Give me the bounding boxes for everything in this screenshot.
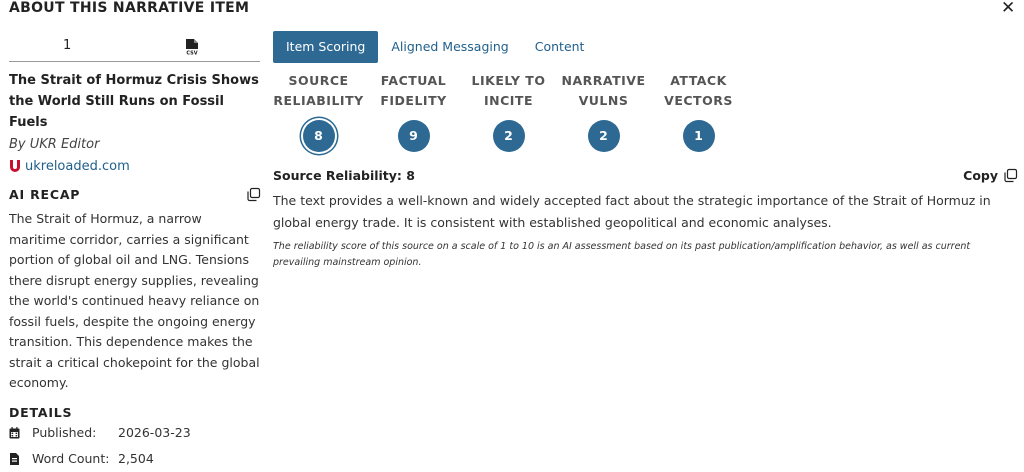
item-title: The Strait of Hormuz Crisis Shows the World Still Runs on Fossil Fuels bbox=[9, 73, 259, 130]
tab-content[interactable]: Content bbox=[534, 39, 585, 54]
close-icon[interactable]: ✕ bbox=[1001, 0, 1016, 18]
score-detail-header bbox=[273, 166, 1017, 184]
calendar-icon bbox=[9, 427, 20, 439]
metric-likely-to-incite[interactable] bbox=[461, 71, 556, 152]
metric-label: ATTACK VECTORS bbox=[664, 73, 733, 108]
metric-label: FACTUAL FIDELITY bbox=[380, 73, 447, 108]
source-logo bbox=[9, 159, 21, 173]
copy-icon[interactable] bbox=[247, 188, 260, 201]
source-link[interactable]: ukreloaded.com bbox=[25, 158, 130, 174]
metric-score-badge[interactable]: 9 bbox=[398, 120, 430, 152]
source-row[interactable] bbox=[9, 155, 260, 177]
metric-source-reliability[interactable] bbox=[271, 71, 366, 152]
document-icon bbox=[9, 453, 20, 465]
published-label: Published: bbox=[32, 425, 97, 440]
metric-score-badge[interactable]: 8 bbox=[303, 120, 335, 152]
metric-score-badge[interactable]: 1 bbox=[683, 120, 715, 152]
count-row bbox=[9, 30, 260, 62]
recap-text: The Strait of Hormuz, a narrow maritime corridor, carries a significant portion of global oil and LNG. Tensions there disrupt energy supplies, revealing the world's continued heavy reliance on fossil fuels, despite the ongoing energy transition. This dependence makes the strait a critical chokepoint for the global economy. bbox=[9, 211, 260, 390]
metric-score-badge[interactable]: 2 bbox=[588, 120, 620, 152]
metric-label: SOURCE RELIABILITY bbox=[273, 73, 364, 108]
metric-factual-fidelity[interactable] bbox=[366, 71, 461, 152]
copy-button[interactable] bbox=[963, 168, 1017, 183]
metric-score-badge[interactable]: 2 bbox=[493, 120, 525, 152]
metric-attack-vectors[interactable] bbox=[651, 71, 746, 152]
byline: By UKR Editor bbox=[9, 137, 100, 152]
wordcount-row bbox=[9, 446, 260, 472]
metric-label: NARRATIVE VULNS bbox=[561, 73, 646, 108]
published-value: 2026-03-23 bbox=[118, 425, 191, 440]
item-summary bbox=[9, 30, 260, 472]
metric-narrative-vulns[interactable] bbox=[556, 71, 651, 152]
score-detail-title: Source Reliability: 8 bbox=[273, 167, 415, 183]
score-disclaimer: The reliability score of this source on a scale of 1 to 10 is an AI assessment based on its past publication/amplification behavior, as well as current prevailing mainstream opinion. bbox=[273, 241, 971, 268]
details-label: DETAILS bbox=[9, 404, 73, 420]
score-detail-text: The text provides a well-known and widely accepted fact about the strategic importance of the Strait of Hormuz in global energy trade. It is consistent with established geopolitical and economic analyses. bbox=[273, 193, 991, 230]
panel-title: ABOUT THIS NARRATIVE ITEM bbox=[9, 0, 250, 16]
recap-header bbox=[9, 185, 260, 203]
tab-item-scoring[interactable]: Item Scoring bbox=[273, 31, 378, 63]
tab-bar bbox=[273, 31, 597, 63]
recap-label: AI RECAP bbox=[9, 186, 81, 202]
wordcount-value: 2,504 bbox=[118, 451, 154, 466]
copy-button-label: Copy bbox=[963, 167, 998, 183]
csv-export-icon[interactable] bbox=[185, 39, 199, 55]
wordcount-label: Word Count: bbox=[32, 451, 110, 466]
svg-text:CSV: CSV bbox=[186, 50, 198, 57]
published-row bbox=[9, 420, 260, 446]
tab-aligned-messaging[interactable]: Aligned Messaging bbox=[391, 39, 509, 54]
copy-icon bbox=[1004, 169, 1017, 182]
score-metrics bbox=[271, 71, 746, 152]
metric-label: LIKELY TO INCITE bbox=[471, 73, 546, 108]
item-count: 1 bbox=[63, 38, 72, 53]
